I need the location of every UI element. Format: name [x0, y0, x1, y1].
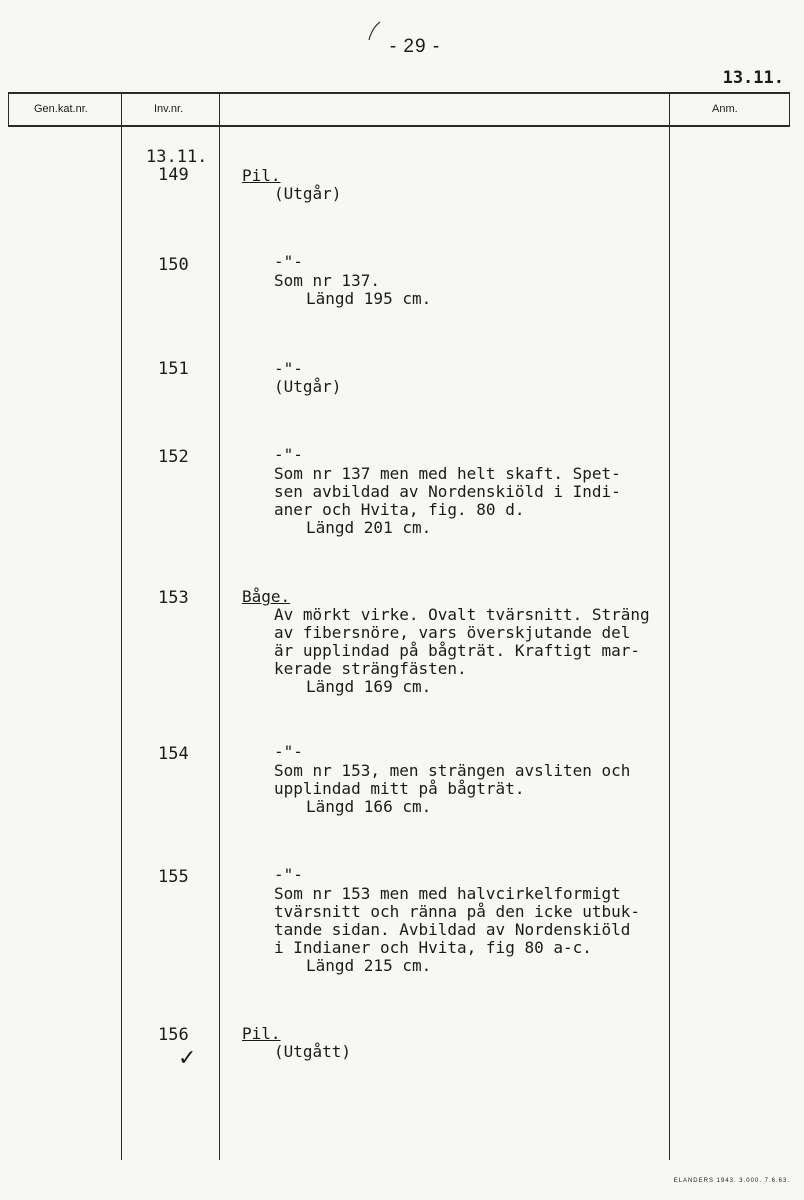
- ditto-mark: -"-: [274, 865, 303, 884]
- printer-stamp: ELANDERS 1943. 3.000. 7.6.63.: [673, 1178, 790, 1184]
- entry-line: sen avbildad av Nordenskiöld i Indi-: [274, 482, 621, 501]
- entry-line: i Indianer och Hvita, fig 80 a-c.: [274, 938, 592, 957]
- pencil-mark: [366, 20, 382, 42]
- entry-line: (Utgår): [274, 184, 342, 203]
- entry-length: Längd 215 cm.: [306, 956, 432, 975]
- entry-line: Av mörkt virke. Ovalt tvärsnitt. Sträng: [274, 605, 650, 624]
- entry-line: upplindad mitt på bågträt.: [274, 779, 525, 798]
- entry-line: av fibersnöre, vars överskjutande del: [274, 623, 631, 642]
- entry-title: Pil.: [242, 1024, 281, 1043]
- entry-title: Pil.: [242, 166, 281, 185]
- entry-line: kerade strängfästen.: [274, 659, 467, 678]
- ditto-mark: -"-: [274, 252, 303, 271]
- entry-line: aner och Hvita, fig. 80 d.: [274, 500, 525, 519]
- column-header-inv-nr: Inv.nr.: [154, 103, 184, 115]
- entry-line: Som nr 153, men strängen avsliten och: [274, 761, 631, 780]
- entry-line: (Utgått): [274, 1042, 352, 1061]
- inv-number: 150: [158, 255, 189, 275]
- column-rule-text-anm: [669, 92, 670, 1160]
- entry-length: Längd 201 cm.: [306, 518, 432, 537]
- column-header-gen-kat-nr: Gen.kat.nr.: [34, 103, 88, 115]
- check-mark: ✓: [178, 1046, 197, 1071]
- entry-length: Längd 169 cm.: [306, 677, 432, 696]
- entry-line: tande sidan. Avbildad av Nordenskiöld: [274, 920, 631, 939]
- header-bottom-rule: [8, 125, 790, 127]
- page-number: - 29 -: [389, 36, 441, 57]
- ditto-mark: -"-: [274, 742, 303, 761]
- date-marker: 13.11.: [146, 147, 208, 167]
- column-rule-right-edge: [789, 92, 790, 127]
- column-rule-gen-inv: [121, 92, 122, 1160]
- entry-line: Som nr 137.: [274, 271, 380, 290]
- inv-number: 153: [158, 588, 189, 608]
- entry-line: Som nr 137 men med helt skaft. Spet-: [274, 464, 621, 483]
- entry-line: är upplindad på bågträt. Kraftigt mar-: [274, 641, 641, 660]
- header-top-rule: [8, 92, 790, 94]
- entry-line: (Utgår): [274, 377, 342, 396]
- entry-title: Båge.: [242, 587, 291, 606]
- entry-line: Som nr 153 men med halvcirkelformigt: [274, 884, 621, 903]
- entry-length: Längd 195 cm.: [306, 289, 432, 308]
- inv-number: 152: [158, 447, 189, 467]
- inv-number: 155: [158, 867, 189, 887]
- ditto-mark: -"-: [274, 359, 303, 378]
- inv-number: 151: [158, 359, 189, 379]
- ditto-mark: -"-: [274, 445, 303, 464]
- inv-number: 149: [158, 165, 189, 185]
- column-rule-left-edge: [8, 92, 9, 127]
- header-date: 13.11.: [722, 68, 784, 88]
- inv-number: 154: [158, 744, 189, 764]
- column-header-anm: Anm.: [712, 103, 738, 115]
- entry-line: tvärsnitt och ränna på den icke utbuk-: [274, 902, 641, 921]
- column-rule-inv-text: [219, 92, 220, 1160]
- entry-length: Längd 166 cm.: [306, 797, 432, 816]
- inv-number: 156: [158, 1025, 189, 1045]
